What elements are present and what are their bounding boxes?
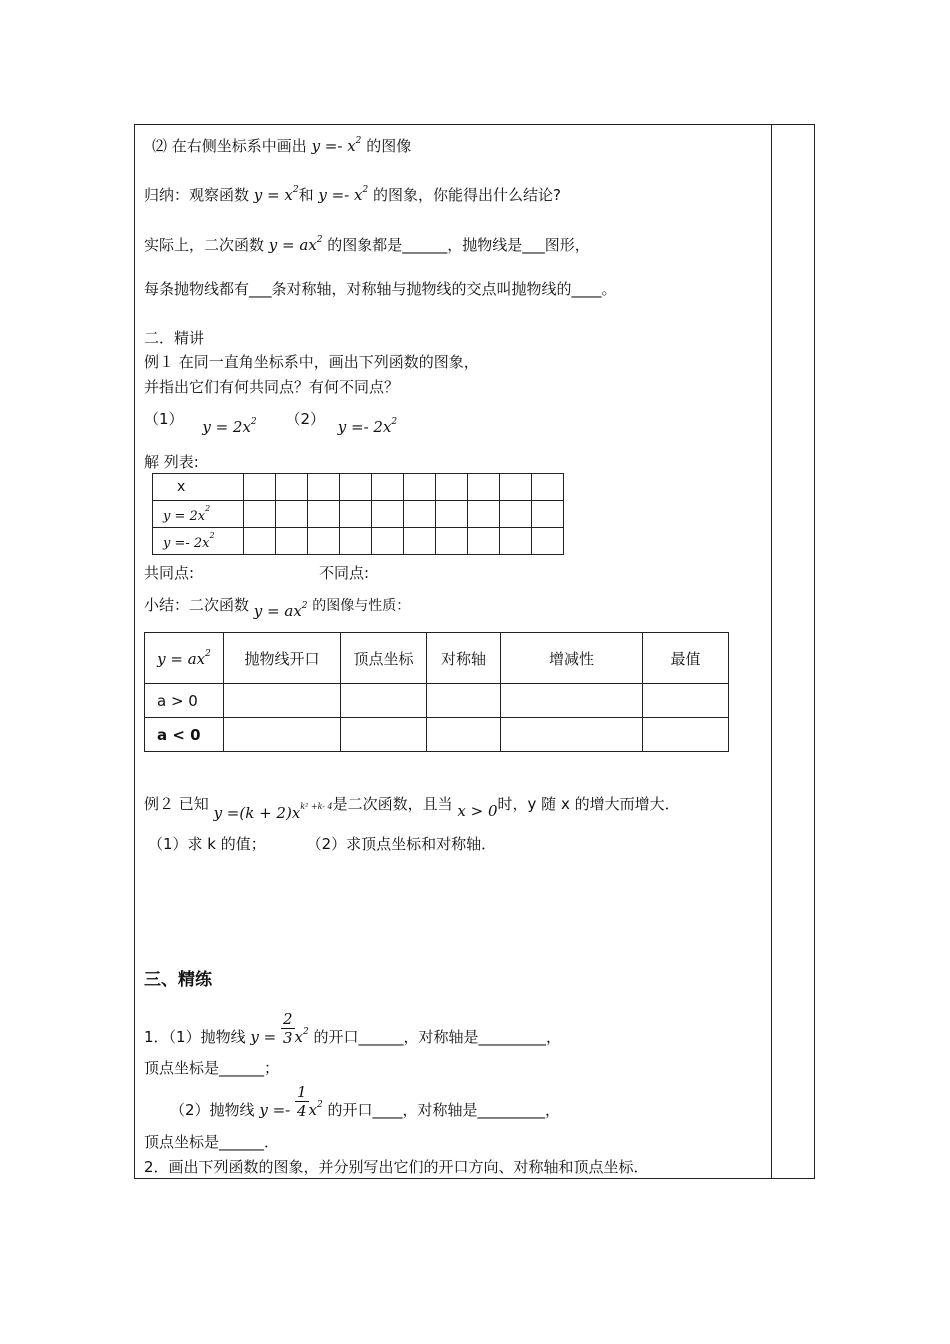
- formula-2x2: y = 2x: [202, 418, 251, 436]
- header-opening: 抛物线开口: [224, 633, 341, 684]
- q1-denominator: 3: [282, 1029, 293, 1047]
- q1-post: 的开口______，对称轴是_________，: [313, 1028, 562, 1046]
- props-corner: $y = ax^2$: [145, 633, 224, 684]
- table-cell: [341, 718, 427, 752]
- practice-q2-line: （2）抛物线 y =- $\frac{1}{4}$ x2 的开口____，对称轴是_________，: [170, 1083, 561, 1120]
- table-cell: [427, 684, 501, 718]
- header-extremum: 最值: [643, 633, 729, 684]
- actual-text: 实际上，二次函数: [144, 236, 265, 254]
- table-cell: [500, 474, 532, 501]
- table-row: [145, 633, 729, 684]
- ex2-mid: 是二次函数，且当: [332, 795, 453, 813]
- table-cell: [501, 684, 643, 718]
- row-label-neg-2x2-text: y =- 2x: [163, 536, 210, 551]
- table-cell: [404, 501, 436, 528]
- table-row: [145, 684, 729, 718]
- q2-text: （2）抛物线: [170, 1101, 255, 1119]
- section3-heading: 三、精练: [144, 970, 212, 990]
- ex2-post: 时，y 随 x 的增大而增大．: [497, 795, 680, 813]
- q2-y: y =-: [259, 1101, 291, 1119]
- table-cell: [308, 474, 340, 501]
- table-cell: [340, 528, 372, 555]
- induce-line: 归纳：观察函数 $y = x^2$和 $y =- x^2$ 的图象，你能得出什么结论?: [144, 185, 561, 204]
- table-cell: [308, 501, 340, 528]
- summary-post: 的图像与性质：: [312, 598, 411, 614]
- and-text: 和: [298, 186, 314, 204]
- table-cell: [404, 528, 436, 555]
- example1-functions: （1） y = 2x2 （2） y =- 2x2: [144, 410, 398, 436]
- props-corner-formula: y = ax: [157, 649, 206, 668]
- table-cell: [244, 528, 276, 555]
- ex2-q2: （2）求顶点坐标和对称轴．: [306, 835, 497, 853]
- ex1-part2-label: （2）: [285, 410, 325, 428]
- table-cell: [372, 501, 404, 528]
- ex2-q1: （1）求 k 的值；: [148, 835, 266, 853]
- table-row: [145, 718, 729, 752]
- axis-line: 每条抛物线都有___条对称轴，对称轴与抛物线的交点叫抛物线的____。: [144, 280, 617, 298]
- table-cell: [436, 474, 468, 501]
- common-label: 共同点:: [144, 564, 195, 582]
- header-axis: 对称轴: [427, 633, 501, 684]
- row-label-x: x: [153, 474, 244, 501]
- formula-ax2: y = ax: [268, 236, 317, 254]
- table-cell: [276, 474, 308, 501]
- table-cell: [372, 474, 404, 501]
- practice-q1-line: 1．（1）抛物线 y = $\frac{2}{3}$ x2 的开口______，对称轴是_________，: [144, 1010, 562, 1047]
- ex2-formula: y =(k + 2)x: [213, 804, 301, 822]
- table-cell: [340, 501, 372, 528]
- common-diff-line: [144, 563, 370, 583]
- example2-line: [144, 788, 680, 822]
- table-cell: [244, 474, 276, 501]
- row-a-negative: a < 0: [145, 718, 224, 752]
- table-row: [153, 501, 564, 528]
- q2-numerator: 1: [297, 1083, 307, 1101]
- induce-text: 归纳：观察函数: [144, 186, 250, 204]
- summary-formula: y = ax: [253, 602, 302, 620]
- item2-line: ⑵ 在右侧坐标系中画出 $y =- x^2$ 的图像: [152, 136, 412, 155]
- q1-vertex: 顶点坐标是______；: [144, 1059, 280, 1077]
- table-cell: [500, 501, 532, 528]
- q2-post: 的开口____，对称轴是_________，: [327, 1101, 561, 1119]
- value-table: [152, 473, 564, 555]
- ex1-part1-label: （1）: [144, 410, 184, 428]
- formula-neg-x2-b: y =- x: [318, 186, 363, 204]
- side-column-divider: [771, 124, 772, 1179]
- table-cell: [501, 718, 643, 752]
- q1-numerator: 2: [282, 1010, 293, 1028]
- table-cell: [244, 501, 276, 528]
- table-cell: [276, 528, 308, 555]
- formula-neg-2x2: y =- 2x: [337, 418, 392, 436]
- table-cell: [532, 474, 564, 501]
- properties-table: [144, 632, 729, 752]
- header-monotonicity: 增减性: [501, 633, 643, 684]
- q2-vertex: 顶点坐标是______．: [144, 1133, 280, 1151]
- row-label-neg-2x2: $y =- 2x^2$: [153, 528, 244, 555]
- item2-text: ⑵ 在右侧坐标系中画出: [152, 137, 307, 155]
- solve-label: 解 列表:: [144, 453, 199, 471]
- practice-q3: 2．画出下列函数的图象，并分别写出它们的开口方向、对称轴和顶点坐标．: [144, 1158, 649, 1176]
- q2-fraction: [295, 1083, 309, 1120]
- q2-denominator: 4: [297, 1102, 307, 1120]
- table-cell: [468, 474, 500, 501]
- table-cell: [532, 501, 564, 528]
- q1-fraction: [281, 1010, 295, 1047]
- table-row: [153, 528, 564, 555]
- table-cell: [643, 718, 729, 752]
- table-cell: [532, 528, 564, 555]
- ex2-condition: x > 0: [457, 802, 498, 820]
- table-cell: [468, 528, 500, 555]
- header-vertex: 顶点坐标: [341, 633, 427, 684]
- table-cell: [224, 718, 341, 752]
- q1-text: 1．（1）抛物线: [144, 1028, 246, 1046]
- summary-line: 小结：二次函数 y = ax2 的图像与性质：: [144, 596, 411, 620]
- table-cell: [427, 718, 501, 752]
- formula-x2: y = x: [253, 186, 293, 204]
- actual-post: 的图象都是______，抛物线是___图形，: [327, 236, 590, 254]
- actual-line: 实际上，二次函数 $y = ax^2$ 的图象都是______，抛物线是___图形，: [144, 235, 590, 254]
- ex2-text: 例２ 已知: [144, 795, 209, 813]
- summary-text: 小结：二次函数: [144, 596, 250, 614]
- table-cell: [276, 501, 308, 528]
- table-cell: [340, 474, 372, 501]
- table-cell: [643, 684, 729, 718]
- table-cell: [224, 684, 341, 718]
- table-cell: [404, 474, 436, 501]
- table-row: [153, 474, 564, 501]
- table-cell: [436, 501, 468, 528]
- table-cell: [500, 528, 532, 555]
- ex2-exponent: k² +k- 4: [300, 802, 333, 811]
- table-cell: [341, 684, 427, 718]
- item2-post: 的图像: [366, 137, 412, 155]
- table-cell: [436, 528, 468, 555]
- row-a-positive: a > 0: [145, 684, 224, 718]
- diff-label: 不同点:: [319, 564, 370, 582]
- induce-post: 的图象，你能得出什么结论?: [373, 186, 561, 204]
- example1-line1: 例１ 在同一直角坐标系中，画出下列函数的图象，: [144, 353, 479, 371]
- q1-y: y =: [250, 1028, 277, 1046]
- section2-heading: 二．精讲: [144, 329, 205, 347]
- example1-line2: 并指出它们有何共同点？有何不同点？: [144, 378, 400, 396]
- table-cell: [372, 528, 404, 555]
- example2-questions: [148, 834, 496, 854]
- table-cell: [308, 528, 340, 555]
- table-cell: [468, 501, 500, 528]
- row-label-2x2-text: y = 2x: [163, 509, 206, 524]
- formula-neg-x2: y =- x: [311, 137, 356, 155]
- row-label-2x2: $y = 2x^2$: [153, 501, 244, 528]
